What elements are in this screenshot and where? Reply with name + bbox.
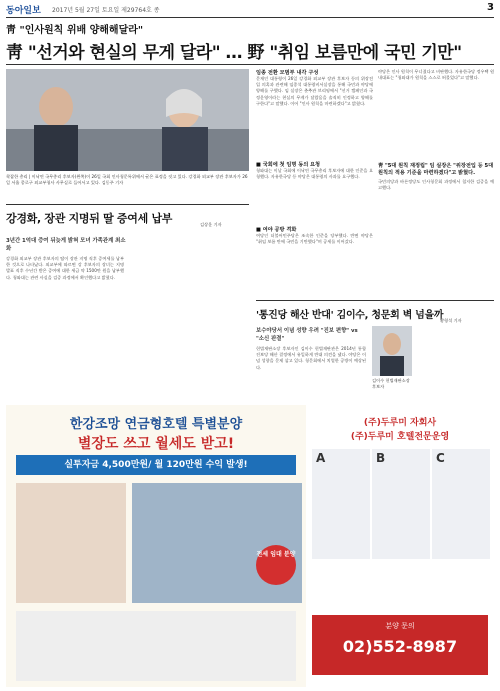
ad-contact-label: 분양 문의 bbox=[385, 622, 415, 630]
right-text: 야당은 인사 원칙이 무너졌다고 비판했다. 자유한국당 정우택 원내대표는 "청와대가 원칙을 스스로 허물었다"고 말했다. bbox=[378, 69, 494, 81]
photo-caption: 착잡한 총리 | 이낙연 국무총리 후보자(왼쪽)이 26일 국회 인사청문특위에서 굳은 표정을 짓고 있다. 강경화 외교부 장관 후보자가 26일 서울 종로구 외교부청사 사무실로 들어서고 있다. 김동주 기자 bbox=[6, 174, 248, 185]
ad-contact-box bbox=[312, 615, 488, 675]
ad-phone: 02)552-8987 bbox=[342, 637, 458, 656]
ad-unit-label: B bbox=[376, 451, 386, 465]
ad-left-title: 한강조망 연금형호텔 특별분양 bbox=[69, 417, 243, 432]
ad-unit-b bbox=[372, 449, 430, 559]
column-text: 문재인 대통령이 26일 강경화 외교부 장관 후보자 등의 위장전입 의혹과 관련해 임종석 대통령비서실장을 통해 국민과 야당에 양해를 구했다. 임 실장은 춘추관 브리핑에서 "선거 캠페인과 국정운영이라는 현실의 무게가 달랐음을 솔직히 인정하고 양해를 구한다"고 말했다. 이어 "인사 원칙을 마련하겠다"고 밝혔다. bbox=[256, 76, 373, 106]
article3-text-continued bbox=[418, 326, 494, 390]
ad-unit-label: C bbox=[436, 451, 445, 465]
photo-illustration bbox=[6, 69, 249, 171]
column-text-3: 여당인 더불어민주당은 조속한 인준을 당부했다. 반면 야당은 "취임 보름 만에 국민을 기만했다"며 공세를 이어갔다. bbox=[256, 233, 373, 245]
masthead-rule bbox=[6, 17, 494, 18]
article3-text: 헌법재판소장 후보자인 김이수 헌법재판관은 2014년 통합진보당 해산 결정에서 유일하게 반대 의견을 냈다. 야당은 이념 성향을 문제 삼고 있다. 청문회에서 치열한 공방이 예상된다. bbox=[256, 346, 366, 370]
ad-note-badge: 전세 임대 분양 bbox=[256, 545, 296, 585]
photo-credit: 김동주 기자 bbox=[101, 180, 124, 185]
section-rule bbox=[6, 204, 249, 205]
ad-unit-c bbox=[432, 449, 490, 559]
ad-yield-banner: 실투자금 4,500만원/ 월 120만원 수익 발생! bbox=[16, 455, 296, 475]
column-subhead-2: ■ 여야 공방 격화 bbox=[256, 227, 297, 233]
article2-subhead: 3년간 1억대 증여 뒤늦게 밝혀 모녀 가족관계 최소화 bbox=[6, 238, 126, 252]
ad-left-subtitle: 별장도 쓰고 월세도 받고! bbox=[77, 436, 235, 452]
portrait-caption: 김이수 헌법재판소장 후보자 bbox=[372, 378, 410, 389]
portrait-photo bbox=[372, 326, 412, 376]
section-rule-2 bbox=[256, 300, 494, 301]
ad-pricing-table bbox=[16, 611, 296, 681]
ad-unit-label: A bbox=[316, 451, 326, 465]
right-subhead: 靑 "5대 원칙 재정립" 임 실장은 "위장전입 등 5대 원칙의 적용 기준을 마련하겠다"고 밝혔다. bbox=[378, 163, 494, 176]
ad-right bbox=[306, 405, 494, 687]
ad-right-title: (주)두루미 자회사 bbox=[363, 418, 437, 428]
right-text-2: 국민의당과 바른정당도 인사청문회 과정에서 철저한 검증을 예고했다. bbox=[378, 179, 494, 191]
kicker: 靑 "인사원칙 위배 양해해달라" bbox=[6, 25, 144, 36]
ad-left bbox=[6, 405, 306, 687]
news-photo bbox=[6, 69, 249, 171]
ad-model-photo bbox=[16, 483, 126, 603]
article3-subhead: 보수야당서 이념 성향 우려 "진보 편향" vs "소신 판결" bbox=[256, 328, 358, 342]
column-heading: 임종 전환 모범부 내각 구성 bbox=[256, 70, 319, 76]
column-subhead: ■ 국회에 첫 임명 동의 요청 bbox=[256, 162, 321, 168]
ad-right-subtitle: (주)두루미 호텔전문운영 bbox=[350, 432, 450, 442]
article3-byline: 황형석 기자 bbox=[440, 318, 462, 323]
issue-meta: 2017년 5월 27일 토요일 제29764호 종 bbox=[52, 7, 160, 14]
article3-headline: '통진당 해산 반대' 김이수, 청문회 벽 넘을까 bbox=[256, 310, 444, 321]
column-text-2: 청와대는 이날 국회에 이낙연 국무총리 후보자에 대한 인준을 요청했다. 자유한국당 등 야당은 대통령의 사과를 요구했다. bbox=[256, 168, 373, 180]
portrait-illustration bbox=[372, 326, 412, 376]
ad-building-photo bbox=[132, 483, 302, 603]
article2-text: 강경화 외교부 장관 후보자의 딸이 장관 지명 직후 증여세를 납부한 것으로 나타났다. 외교부에 따르면 강 후보자의 장녀는 지명 발표 직후 수년간 받은 증여에 대한 세금 약 1500만 원을 납부했다. 청와대는 관련 사실을 검증 과정에서 확인했다고 밝혔다. bbox=[6, 256, 124, 280]
main-headline: 靑 "선거와 현실의 무게 달라" … 野 "취임 보름만에 국민 기만" bbox=[6, 43, 462, 63]
masthead bbox=[6, 3, 494, 17]
newspaper-logo: 동아일보 bbox=[6, 6, 41, 16]
article2-text-continued bbox=[130, 236, 249, 386]
page-number: 3 bbox=[487, 2, 494, 13]
headline-rule bbox=[6, 64, 494, 65]
article2-byline: 김상운 기자 bbox=[200, 222, 222, 227]
article2-headline: 강경화, 장관 지명뒤 딸 증여세 납부 bbox=[6, 212, 173, 225]
advertisement bbox=[6, 405, 494, 687]
ad-unit-a bbox=[312, 449, 370, 559]
